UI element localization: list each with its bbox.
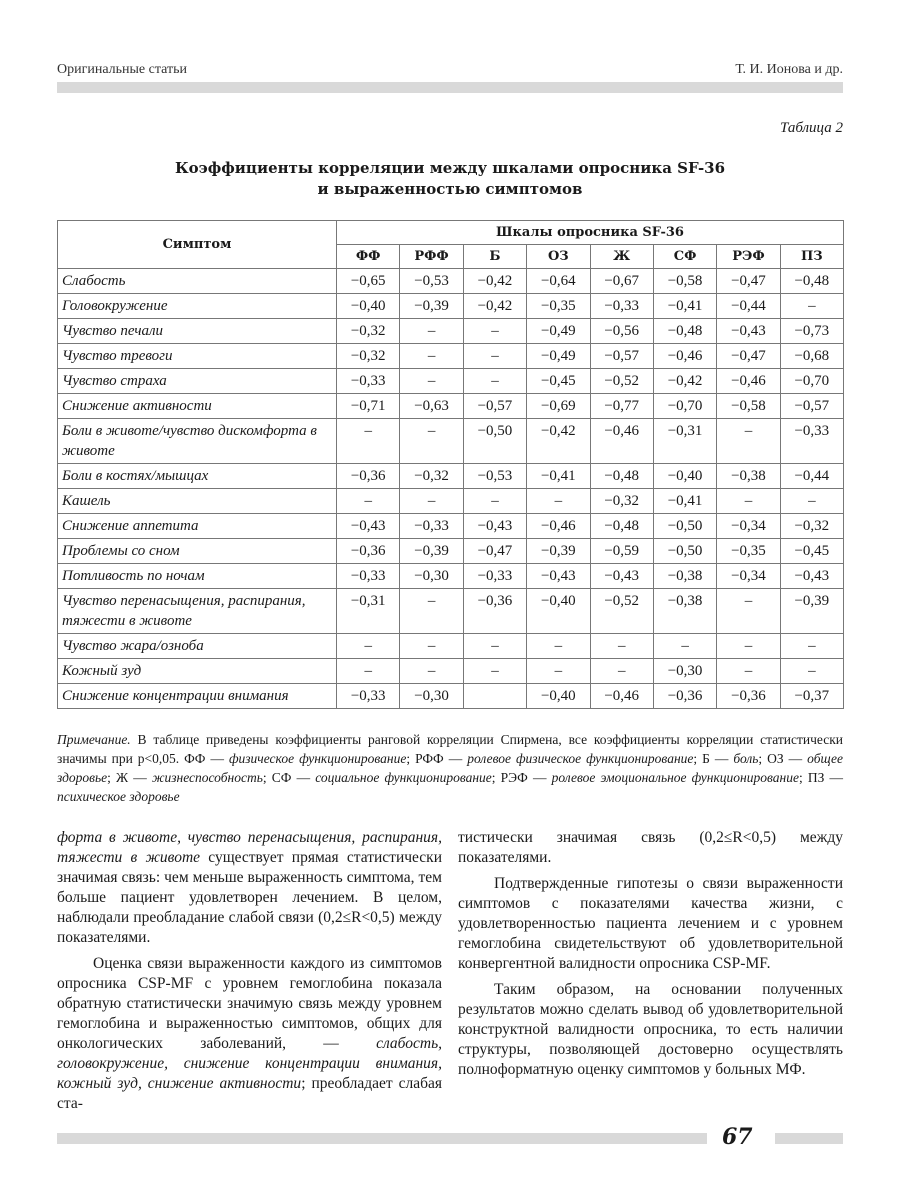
correlation-cell: – (653, 634, 716, 659)
correlation-cell: −0,50 (463, 419, 526, 464)
correlation-cell: −0,49 (527, 344, 590, 369)
correlation-cell: −0,50 (653, 539, 716, 564)
scale-column-header: РФФ (400, 245, 463, 269)
correlation-cell: −0,70 (780, 369, 843, 394)
correlation-cell: −0,71 (337, 394, 400, 419)
note-term: психическое здоровье (57, 789, 180, 804)
correlation-cell: −0,42 (463, 294, 526, 319)
correlation-cell: −0,32 (337, 319, 400, 344)
correlation-cell: −0,33 (400, 514, 463, 539)
note-text: ; ОЗ — (758, 751, 808, 766)
correlation-cell: – (590, 659, 653, 684)
correlation-cell: – (717, 489, 780, 514)
table-title-line-1: Коэффициенты корреляции между шкалами опросника SF-36 (174, 159, 726, 177)
correlation-cell: −0,43 (780, 564, 843, 589)
correlation-cell: −0,32 (780, 514, 843, 539)
note-text: В таблице приведены коэффициенты ранговой корреляции Спирмена, все коэффициенты корреляции статистически значимы при p<0,05. ФФ — (57, 732, 843, 766)
correlation-cell: −0,40 (527, 589, 590, 634)
correlation-cell: −0,32 (590, 489, 653, 514)
correlation-cell: – (400, 489, 463, 514)
correlation-cell: – (337, 419, 400, 464)
correlation-cell: −0,46 (653, 344, 716, 369)
correlation-cell: −0,30 (400, 564, 463, 589)
table-row (58, 269, 844, 294)
note-term: ролевое физическое функционирование (467, 751, 694, 766)
body-italic: слабость, головокружение, снижение концентрации внимания, кожный зуд, снижение активности (57, 1035, 442, 1092)
correlation-cell (463, 684, 526, 709)
correlation-cell: −0,52 (590, 589, 653, 634)
correlation-cell: −0,40 (527, 684, 590, 709)
correlation-cell: −0,70 (653, 394, 716, 419)
table-row (58, 489, 844, 514)
table-row (58, 294, 844, 319)
body-text: ; преобладает слабая ста- (57, 1075, 442, 1112)
correlation-cell: −0,59 (590, 539, 653, 564)
correlation-cell: −0,39 (400, 294, 463, 319)
body-paragraph: Таким образом, на основании полученных результатов можно сделать вывод об удовлетворительной конструктной валидности опросника, то есть наличии структуры, позволяющей достоверно осуществлять полноформатную оценку симптомов у больных МФ. (458, 981, 843, 1078)
symptom-cell: Чувство тревоги (58, 344, 337, 369)
body-paragraph: тистически значимая связь (0,2≤R<0,5) между показателями. (458, 829, 843, 866)
correlation-cell: −0,49 (527, 319, 590, 344)
correlation-cell: −0,63 (400, 394, 463, 419)
correlation-cell: −0,38 (653, 564, 716, 589)
correlation-cell: −0,31 (653, 419, 716, 464)
table-row (58, 394, 844, 419)
table-number: Таблица 2 (780, 120, 843, 136)
table-row (58, 419, 844, 464)
body-paragraph: Подтвержденные гипотезы о связи выраженности симптомов с показателями качества жизни, с удовлетворенностью пациента лечением и с уровнем гемоглобина свидетельствуют об удовлетворительной конвергентной валидности опросника CSP-MF. (458, 875, 843, 972)
correlation-cell: −0,33 (780, 419, 843, 464)
note-text: ; Б — (693, 751, 734, 766)
correlation-cell: −0,31 (337, 589, 400, 634)
correlation-cell: −0,42 (527, 419, 590, 464)
scale-column-header: Б (463, 245, 526, 269)
correlation-cell: −0,65 (337, 269, 400, 294)
header-rule (57, 82, 843, 93)
scale-column-header: СФ (653, 245, 716, 269)
correlation-cell: −0,46 (590, 684, 653, 709)
correlation-cell: −0,48 (590, 514, 653, 539)
correlation-cell: −0,53 (463, 464, 526, 489)
symptom-cell: Чувство страха (58, 369, 337, 394)
symptom-cell: Головокружение (58, 294, 337, 319)
correlation-table (57, 220, 844, 709)
correlation-cell: −0,45 (780, 539, 843, 564)
correlation-cell: −0,73 (780, 319, 843, 344)
table-title (57, 158, 843, 200)
symptom-cell: Слабость (58, 269, 337, 294)
correlation-cell: −0,36 (717, 684, 780, 709)
correlation-cell: −0,44 (717, 294, 780, 319)
correlation-cell: −0,52 (590, 369, 653, 394)
correlation-cell: −0,43 (527, 564, 590, 589)
correlation-cell: −0,33 (463, 564, 526, 589)
correlation-cell: – (337, 489, 400, 514)
sf36-scales-header: Шкалы опросника SF-36 (337, 221, 844, 245)
correlation-cell: – (400, 344, 463, 369)
correlation-cell: – (400, 634, 463, 659)
table-row (58, 684, 844, 709)
correlation-cell: −0,48 (780, 269, 843, 294)
correlation-cell: −0,36 (337, 464, 400, 489)
table-row (58, 464, 844, 489)
correlation-cell: −0,30 (653, 659, 716, 684)
correlation-cell: −0,32 (337, 344, 400, 369)
correlation-cell: −0,43 (463, 514, 526, 539)
correlation-cell: – (717, 634, 780, 659)
note-term: общее здоровье (57, 751, 843, 785)
footer-rule-left (57, 1133, 707, 1144)
correlation-cell: −0,38 (717, 464, 780, 489)
running-header-authors: Т. И. Ионова и др. (735, 62, 843, 77)
correlation-cell: −0,47 (717, 344, 780, 369)
correlation-cell: – (400, 369, 463, 394)
correlation-cell: −0,46 (527, 514, 590, 539)
correlation-cell: – (590, 634, 653, 659)
table-row (58, 564, 844, 589)
correlation-cell: −0,33 (337, 684, 400, 709)
correlation-cell: −0,53 (400, 269, 463, 294)
symptom-cell: Снижение аппетита (58, 514, 337, 539)
correlation-cell: – (463, 659, 526, 684)
correlation-cell: −0,46 (717, 369, 780, 394)
table-note (57, 730, 843, 806)
footer-rule-right (775, 1133, 843, 1144)
correlation-cell: −0,48 (590, 464, 653, 489)
table-row (58, 319, 844, 344)
correlation-cell: −0,46 (590, 419, 653, 464)
body-paragraph (57, 954, 442, 1114)
note-label: Примечание. (57, 732, 131, 747)
correlation-cell: −0,37 (780, 684, 843, 709)
table-row (58, 634, 844, 659)
note-term: физическое функционирование (228, 751, 407, 766)
correlation-cell: −0,34 (717, 514, 780, 539)
note-text: ; Ж — (107, 770, 152, 785)
symptom-cell: Кашель (58, 489, 337, 514)
correlation-cell: – (780, 294, 843, 319)
symptom-cell: Боли в животе/чувство дискомфорта в животе (58, 419, 337, 464)
correlation-cell: −0,45 (527, 369, 590, 394)
table-row (58, 659, 844, 684)
symptom-cell: Снижение активности (58, 394, 337, 419)
note-term: жизнеспособность (151, 770, 263, 785)
correlation-cell: −0,57 (590, 344, 653, 369)
scale-column-header: ФФ (337, 245, 400, 269)
correlation-cell: – (780, 489, 843, 514)
correlation-cell: – (780, 659, 843, 684)
correlation-cell: −0,58 (653, 269, 716, 294)
correlation-cell: −0,69 (527, 394, 590, 419)
body-text: Оценка связи выраженности каждого из симптомов опросника CSP-MF с уровнем гемоглобина показала обратную статистически значимую связь между уровнем гемоглобина и выраженностью симптомов, общих для онкологических заболеваний, — (57, 955, 442, 1052)
table-row (58, 369, 844, 394)
note-text: ; ПЗ — (798, 770, 844, 785)
symptom-cell: Чувство жара/озноба (58, 634, 337, 659)
note-text: ; РЭФ — (491, 770, 552, 785)
correlation-cell: −0,35 (527, 294, 590, 319)
correlation-cell: −0,67 (590, 269, 653, 294)
body-column-right (458, 828, 843, 1086)
body-italic: форта в животе, чувство перенасыщения, распирания, тяжести в животе (57, 829, 442, 866)
correlation-cell: – (717, 589, 780, 634)
correlation-cell: −0,35 (717, 539, 780, 564)
correlation-cell: – (463, 489, 526, 514)
symptom-cell: Чувство печали (58, 319, 337, 344)
correlation-cell: −0,41 (527, 464, 590, 489)
correlation-cell: −0,43 (590, 564, 653, 589)
symptom-cell: Чувство перенасыщения, распирания, тяжести в животе (58, 589, 337, 634)
correlation-cell: – (337, 659, 400, 684)
correlation-cell: – (463, 369, 526, 394)
correlation-cell: −0,41 (653, 489, 716, 514)
correlation-cell: −0,33 (337, 564, 400, 589)
body-text: существует прямая статистически значимая связь: чем меньше выраженность симптома, тем больше пациент удовлетворен лечением. В целом, наблюдали преобладание слабой связи (0,2≤R<0,5) между показателями. (57, 849, 443, 946)
correlation-cell: – (400, 319, 463, 344)
correlation-cell: −0,33 (590, 294, 653, 319)
correlation-cell: −0,36 (653, 684, 716, 709)
correlation-cell: −0,56 (590, 319, 653, 344)
correlation-cell: – (400, 659, 463, 684)
correlation-cell: −0,40 (653, 464, 716, 489)
correlation-cell: – (463, 634, 526, 659)
correlation-cell: −0,68 (780, 344, 843, 369)
correlation-cell: −0,38 (653, 589, 716, 634)
correlation-cell: −0,34 (717, 564, 780, 589)
table-row (58, 589, 844, 634)
correlation-cell: −0,58 (717, 394, 780, 419)
correlation-cell: – (527, 634, 590, 659)
correlation-cell: −0,39 (527, 539, 590, 564)
correlation-cell: −0,40 (337, 294, 400, 319)
correlation-cell: – (527, 659, 590, 684)
note-term: ролевое эмоциональное функционирование (551, 770, 799, 785)
symptom-cell: Боли в костях/мышцах (58, 464, 337, 489)
correlation-cell: – (463, 319, 526, 344)
correlation-cell: −0,33 (337, 369, 400, 394)
correlation-cell: −0,57 (780, 394, 843, 419)
scale-column-header: ПЗ (780, 245, 843, 269)
body-column-left (57, 828, 442, 1120)
symptom-cell: Кожный зуд (58, 659, 337, 684)
table-title-line-2: и выраженностью симптомов (317, 180, 583, 198)
symptom-cell: Потливость по ночам (58, 564, 337, 589)
correlation-cell: −0,39 (400, 539, 463, 564)
scale-column-header: РЭФ (717, 245, 780, 269)
note-text: ; СФ — (262, 770, 316, 785)
correlation-cell: – (717, 419, 780, 464)
correlation-cell: – (527, 489, 590, 514)
correlation-cell: – (780, 634, 843, 659)
symptom-cell: Проблемы со сном (58, 539, 337, 564)
correlation-cell: −0,44 (780, 464, 843, 489)
correlation-cell: −0,42 (463, 269, 526, 294)
correlation-cell: – (400, 419, 463, 464)
note-text: ; РФФ — (406, 751, 468, 766)
correlation-cell: −0,57 (463, 394, 526, 419)
correlation-cell: −0,41 (653, 294, 716, 319)
note-term: боль (733, 751, 759, 766)
correlation-cell: −0,36 (337, 539, 400, 564)
correlation-cell: −0,30 (400, 684, 463, 709)
correlation-cell: −0,43 (717, 319, 780, 344)
correlation-cell: – (463, 344, 526, 369)
correlation-cell: −0,50 (653, 514, 716, 539)
correlation-cell: – (337, 634, 400, 659)
table-row (58, 514, 844, 539)
scale-column-header: Ж (590, 245, 653, 269)
symptom-cell: Снижение концентрации внимания (58, 684, 337, 709)
running-header-section: Оригинальные статьи (57, 62, 187, 77)
correlation-cell: −0,48 (653, 319, 716, 344)
table-row (58, 344, 844, 369)
note-term: социальное функционирование (315, 770, 492, 785)
correlation-cell: – (717, 659, 780, 684)
correlation-cell: −0,42 (653, 369, 716, 394)
correlation-cell: −0,32 (400, 464, 463, 489)
correlation-cell: −0,47 (463, 539, 526, 564)
correlation-cell: – (400, 589, 463, 634)
correlation-cell: −0,47 (717, 269, 780, 294)
correlation-cell: −0,39 (780, 589, 843, 634)
correlation-cell: −0,64 (527, 269, 590, 294)
scale-column-header: ОЗ (527, 245, 590, 269)
correlation-cell: −0,36 (463, 589, 526, 634)
body-paragraph (57, 828, 442, 948)
page-number: 67 (722, 1124, 753, 1150)
correlation-cell: −0,43 (337, 514, 400, 539)
table-row (58, 539, 844, 564)
symptom-column-header: Симптом (58, 221, 337, 269)
correlation-cell: −0,77 (590, 394, 653, 419)
